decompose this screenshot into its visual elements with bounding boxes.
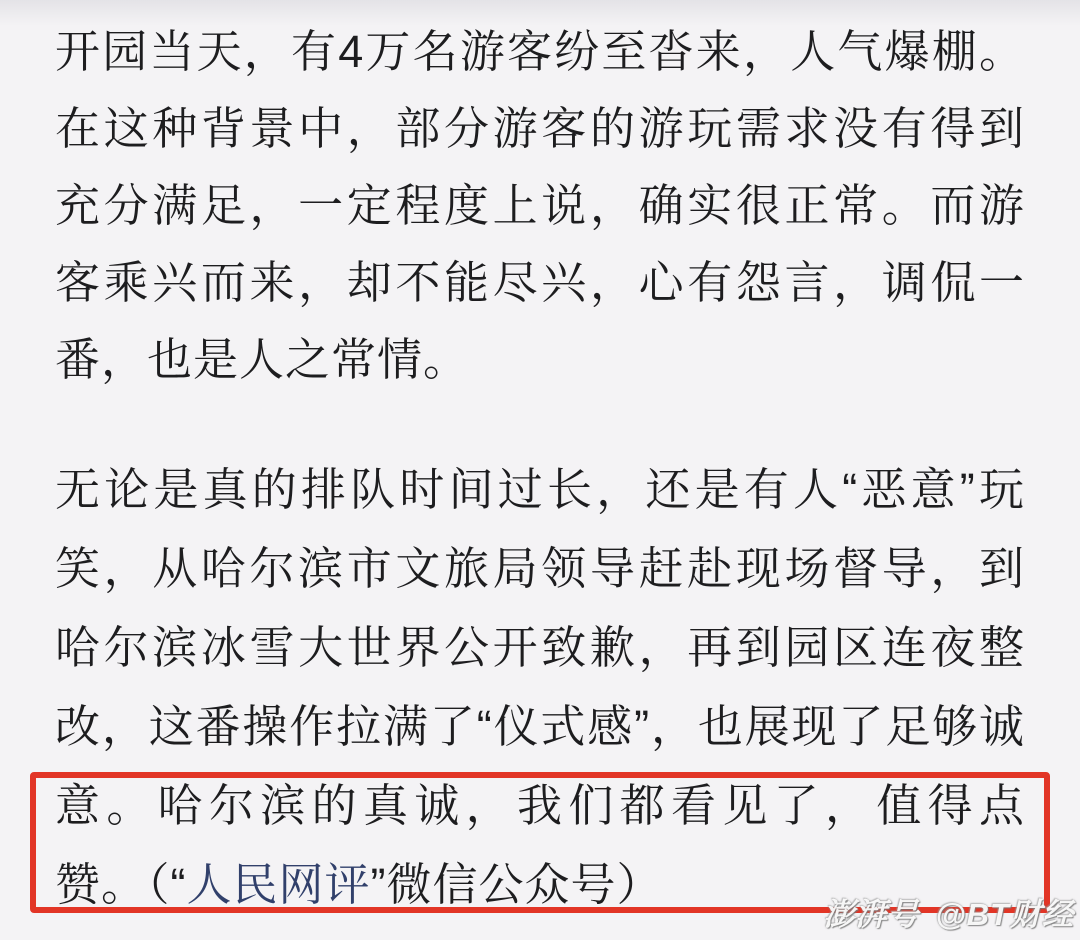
source-prefix: 赞。（“ [55, 859, 187, 910]
text-line: 哈尔滨冰雪大世界公开致歉，再到园区连夜整 [55, 622, 1025, 673]
text-line: 番，也是人之常情。 [55, 334, 470, 385]
text-line: 充分满足，一定程度上说，确实很正常。而游 [55, 180, 1025, 231]
text-line: 无论是真的排队时间过长，还是有人“恶意”玩 [55, 464, 1025, 515]
text-line: 客乘兴而来，却不能尽兴，心有怨言，调侃一 [55, 257, 1025, 308]
watermark-account: @BT财经 [935, 897, 1074, 932]
paragraph-2 [55, 450, 1025, 924]
text-line: 在这种背景中，部分游客的游玩需求没有得到 [55, 103, 1025, 154]
source-link[interactable]: 人民网评 [186, 859, 371, 910]
watermark [823, 889, 1074, 934]
text-line: 开园当天，有4万名游客纷至沓来，人气爆棚。 [55, 26, 1025, 77]
text-line: 意。哈尔滨的真诚，我们都看见了，值得点 [55, 780, 1025, 831]
source-suffix: ”微信公众号） [370, 859, 663, 910]
text-line: 笑，从哈尔滨市文旅局领导赶赴现场督导，到 [55, 543, 1025, 594]
watermark-platform-logo: 澎湃号 [823, 897, 920, 932]
text-line: 改，这番操作拉满了“仪式感”，也展现了足够诚 [55, 701, 1025, 752]
paragraph-1 [55, 13, 1025, 398]
